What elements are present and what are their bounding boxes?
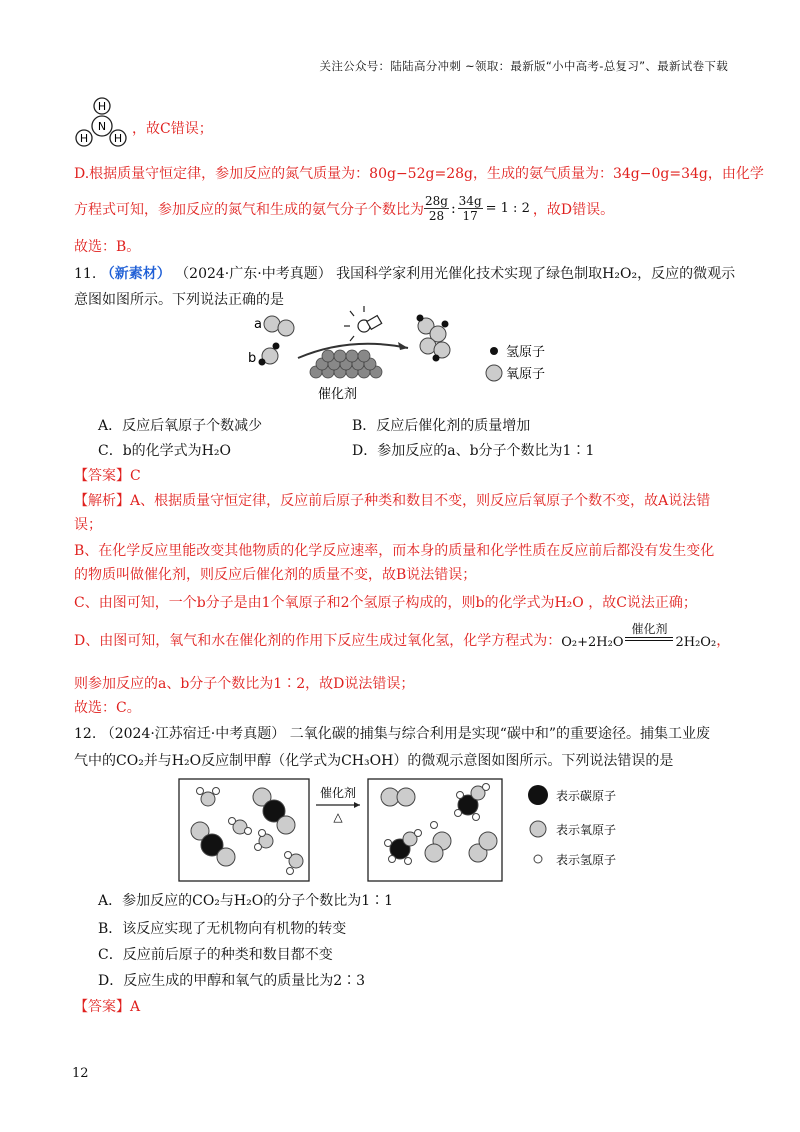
equation-right: 2H₂O₂ (675, 635, 717, 650)
prev-d-line1: D.根据质量守恒定律，参加反应的氮气质量为：80g−52g=28g，生成的氨气质量为：34g−0g=34g，由化学 (74, 166, 764, 182)
page-header: 关注公众号：陆陆高分冲刺 ~领取：最新版“小中高考-总复习”、最新试卷下载 (319, 59, 728, 73)
q11-final: 故选：C。 (74, 700, 141, 716)
n-atom-label: N (97, 120, 107, 133)
page-number: 12 (72, 1066, 89, 1081)
q12-option-c: C．反应前后原子的种类和数目都不变 (98, 947, 333, 963)
fraction-1-den: 28 (428, 209, 445, 223)
catalyst-label: 催化剂 (318, 387, 358, 402)
q12-reaction-figure (178, 775, 638, 885)
q11-exp2b: 的物质叫做催化剂，则反应后催化剂的质量不变，故B说法错误； (74, 567, 477, 583)
q11-exp1b: 误； (74, 517, 102, 533)
q11-answer: 【答案】C (74, 468, 141, 484)
legend-oxygen: 表示氧原子 (556, 823, 617, 837)
fraction-2-den: 17 (462, 209, 478, 223)
q11-stem-line1 (74, 263, 735, 283)
label-b: b (248, 351, 257, 366)
h-atom-label: H (97, 100, 107, 113)
q12-stem-line2: 气中的CO₂并与H₂O反应制甲醇（化学式为CH₃OH）的微观示意图如图所示。下列说法错误的是 (74, 753, 674, 769)
h-atom-label: H (79, 132, 89, 145)
legend-carbon: 表示碳原子 (556, 789, 617, 803)
q11-reaction-figure (240, 306, 590, 406)
q11-exp4 (74, 620, 730, 650)
prev-d-line2-post: ，故D错误。 (532, 201, 615, 218)
nh3-caption: ，故C错误； (132, 121, 213, 137)
arrow-catalyst-label: 催化剂 (319, 786, 357, 800)
q11-option-c: C．b的化学式为H₂O (98, 443, 231, 459)
legend-oxygen: 氧原子 (506, 367, 546, 382)
q11-option-b: B．反应后催化剂的质量增加 (352, 418, 531, 434)
label-a: a (254, 317, 262, 332)
q11-option-d: D．参加反应的a、b分子个数比为1∶1 (352, 443, 595, 459)
q11-exp3: C、由图可知，一个b分子是由1个氧原子和2个氢原子构成的，则b的化学式为H₂O ，故C说法正确； (74, 595, 697, 611)
equation-left: O₂+2H₂O (561, 635, 624, 650)
equation-condition (625, 620, 673, 650)
legend-hydrogen: 表示氢原子 (556, 853, 617, 867)
q11-exp2a: B、在化学反应里能改变其他物质的化学反应速率，而本身的质量和化学性质在反应前后都没有发生变化 (74, 543, 715, 559)
q12-source: （2024·江苏宿迁·中考真题） (100, 726, 286, 742)
q12-number: 12. (74, 726, 97, 742)
q12-stem1: 二氧化碳的捕集与综合利用是实现“碳中和”的重要途径。捕集工业废 (289, 726, 711, 742)
q11-exp4-pre: D、由图可知，氧气和水在催化剂的作用下反应生成过氧化氢，化学方程式为： (74, 633, 562, 649)
q11-option-a: A．反应后氧原子个数减少 (98, 418, 263, 434)
h-atom-label: H (113, 132, 123, 145)
equation-condition-label: 催化剂 (631, 622, 668, 636)
fraction-2-num: 34g (458, 194, 482, 208)
q12-stem-line1 (74, 723, 710, 743)
arrow-heat-label: △ (333, 810, 343, 824)
ammonia-molecule-figure (72, 96, 132, 152)
ratio-value: = 1 : 2 (485, 201, 530, 216)
q11-stem-line2: 意图如图所示。下列说法正确的是 (74, 292, 284, 308)
q12-answer: 【答案】A (74, 999, 141, 1015)
legend-hydrogen: 氢原子 (506, 345, 546, 360)
q12-option-d: D．反应生成的甲醇和氧气的质量比为2∶3 (98, 973, 366, 989)
q11-exp5: 则参加反应的a、b分子个数比为1∶2，故D说法错误； (74, 676, 415, 692)
q11-stem1: 我国科学家利用光催化技术实现了绿色制取H₂O₂，反应的微观示 (336, 266, 736, 282)
q11-number: 11. (74, 266, 97, 282)
q11-source: （2024·广东·中考真题） (175, 266, 332, 282)
q11-tag: （新素材） (100, 266, 171, 282)
fraction-1-num: 28g (425, 194, 448, 208)
prev-d-line2-pre: 方程式可知，参加反应的氮气和生成的氨气分子个数比为 (74, 201, 424, 218)
prev-d-line2: 方程式可知，参加反应的氮气和生成的氨气分子个数比为 $\frac{28g}{28}$ : $\frac{34g}{17}$ = 1 : 2 ，故D错误。 (74, 194, 615, 223)
q11-exp4-post: ， (716, 633, 731, 649)
q11-exp1: 【解析】A、根据质量守恒定律，反应前后原子种类和数目不变，则反应后氧原子个数不变，故A说法错 (74, 493, 711, 509)
q12-option-b: B．该反应实现了无机物向有机物的转变 (98, 921, 347, 937)
fraction-1 (424, 194, 449, 223)
q12-option-a: A．参加反应的CO₂与H₂O的分子个数比为1∶1 (98, 893, 394, 909)
prev-answer: 故选：B。 (74, 239, 141, 255)
fraction-2 (458, 194, 483, 223)
